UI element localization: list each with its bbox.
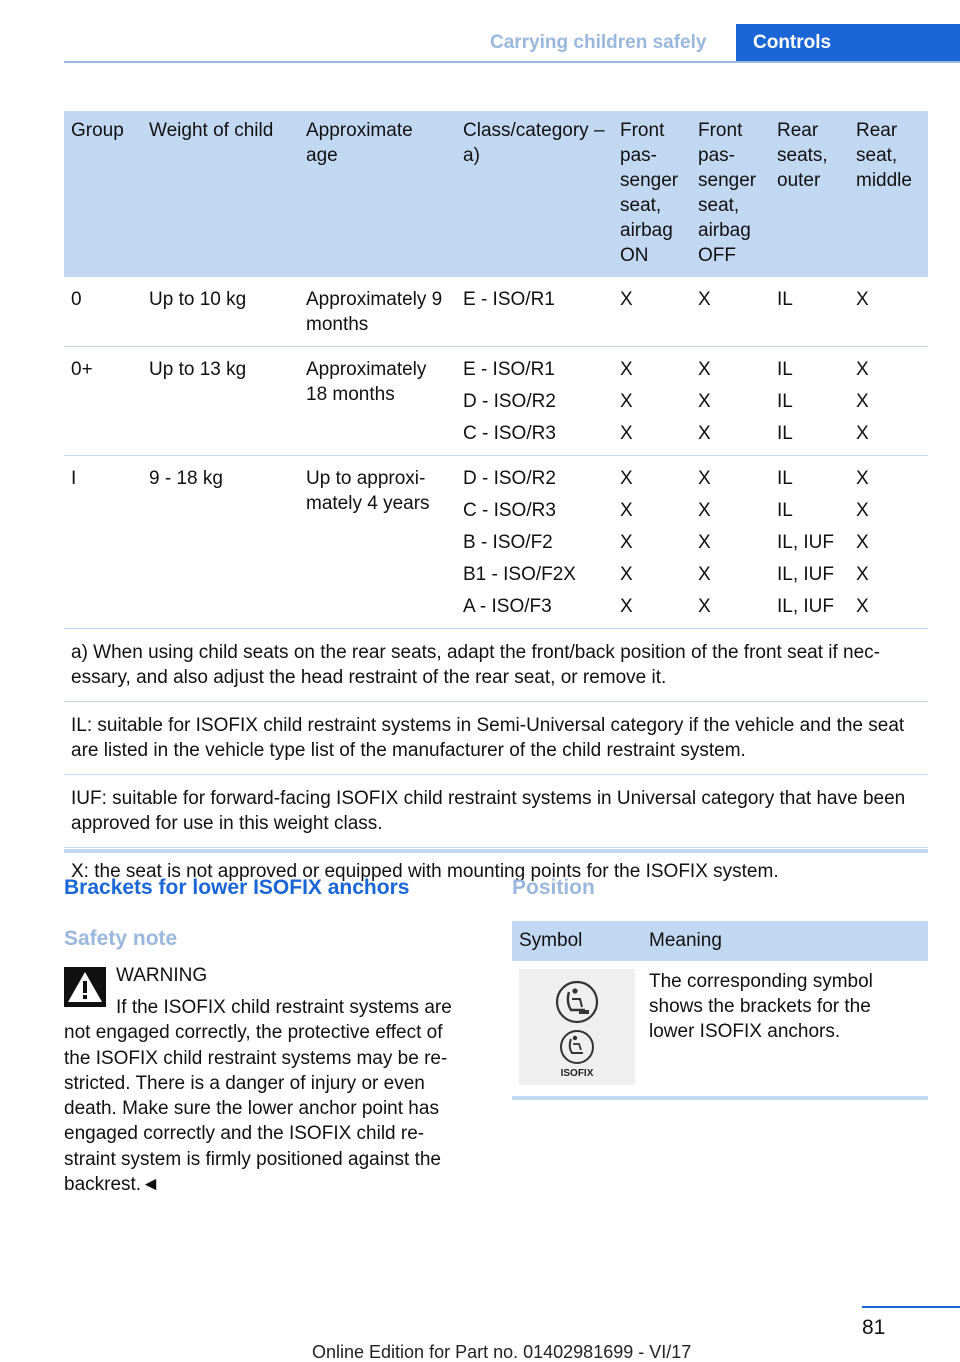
cell-meaning: The corresponding symbol shows the brackets for the lower ISOFIX anchors.: [649, 971, 873, 1042]
cell-line: E - ISO/R1: [463, 359, 555, 380]
cell-line: X: [620, 500, 633, 521]
col-header-weight: Weight of child: [142, 111, 299, 277]
cell-rear-outer: [770, 347, 849, 456]
cell-line: X: [698, 391, 711, 412]
cell-front-off: [691, 347, 770, 456]
isofix-anchor-icon: [519, 969, 635, 1085]
table-header-row: [64, 111, 928, 277]
warning-text: If the ISOFIX child restraint systems are not engaged correctly, the protective effect of the ISOFIX child restraint systems may be re- stricted. There is a danger of injury or even death. Make sure the lower anchor point has engaged correctly and the ISOFIX child re- straint system is firmly positioned against the backrest.◄: [64, 997, 452, 1196]
cell-line: X: [620, 289, 633, 310]
table-note: IUF: suitable for forward-facing ISOFIX child restraint systems in Universal category that have been approved for use in this weight class.: [64, 775, 928, 848]
col-header-front-airbag-off: Front pas- senger seat, airbag OFF: [691, 111, 770, 277]
table-note: a) When using child seats on the rear seats, adapt the front/back position of the front seat if nec- essary, and also adjust the head restraint of the rear seat, or remove it.: [64, 629, 928, 702]
table-bottom-rule: [64, 849, 928, 853]
header-divider: [64, 61, 960, 63]
cell-line: C - ISO/R3: [463, 423, 556, 444]
cell-line: X: [856, 468, 869, 489]
cell-line: IL, IUF: [777, 564, 835, 585]
cell-age: Approximately 18 months: [299, 347, 456, 456]
cell-class: [456, 456, 613, 629]
cell-line: IL: [777, 500, 793, 521]
cell-class: [456, 277, 613, 347]
cell-front-off: [691, 456, 770, 629]
cell-front-on: [613, 277, 691, 347]
cell-line: IL: [777, 391, 793, 412]
col-header-rear-outer: Rear seats, outer: [770, 111, 849, 277]
cell-front-on: [613, 347, 691, 456]
cell-line: IL: [777, 289, 793, 310]
symbol-table-bottom-rule: [512, 1096, 928, 1100]
table-row: [64, 347, 928, 456]
cell-line: D - ISO/R2: [463, 468, 556, 489]
cell-line: X: [856, 391, 869, 412]
cell-group: I: [64, 456, 142, 629]
cell-line: X: [698, 596, 711, 617]
cell-symbol: [512, 961, 642, 1095]
isofix-symbol-caption: ISOFIX: [560, 1068, 594, 1079]
col-header-group: Group: [64, 111, 142, 277]
cell-line: X: [856, 289, 869, 310]
table-row: [64, 277, 928, 347]
symbol-table-header: [512, 921, 928, 961]
isofix-symbol-image: [519, 969, 635, 1085]
table-note: IL: suitable for ISOFIX child restraint systems in Semi-Universal category if the vehicle and the seat are listed in the vehicle type list of the manufacturer of the child restraint system.: [64, 702, 928, 775]
cell-line: X: [620, 468, 633, 489]
cell-line: B - ISO/F2: [463, 532, 553, 553]
warning-label: WARNING: [116, 965, 208, 986]
cell-line: X: [620, 532, 633, 553]
cell-line: IL, IUF: [777, 596, 835, 617]
cell-line: D - ISO/R2: [463, 391, 556, 412]
cell-line: X: [620, 564, 633, 585]
cell-group: 0: [64, 277, 142, 347]
cell-line: X: [620, 359, 633, 380]
cell-line: X: [620, 423, 633, 444]
cell-line: X: [620, 391, 633, 412]
cell-rear-middle: [849, 277, 928, 347]
col-header-front-airbag-on: Front pas- senger seat, airbag ON: [613, 111, 691, 277]
col-header-age: Approximate age: [299, 111, 456, 277]
cell-line: IL: [777, 359, 793, 380]
cell-age: Up to approxi- mately 4 years: [299, 456, 456, 629]
cell-line: IL: [777, 423, 793, 444]
position-section-title: Position: [512, 876, 595, 899]
col-header-class: Class/category – a): [456, 111, 613, 277]
cell-front-off: [691, 277, 770, 347]
cell-group: 0+: [64, 347, 142, 456]
cell-line: X: [698, 359, 711, 380]
header-section-title: Carrying children safely: [490, 32, 707, 53]
cell-line: X: [856, 532, 869, 553]
cell-line: C - ISO/R3: [463, 500, 556, 521]
cell-age: Approximately 9 months: [299, 277, 456, 347]
cell-weight: Up to 13 kg: [142, 347, 299, 456]
table-note-row: [64, 775, 928, 848]
cell-rear-middle: [849, 456, 928, 629]
safety-note-title: Safety note: [64, 927, 178, 950]
isofix-table: [64, 111, 928, 895]
cell-line: X: [698, 532, 711, 553]
cell-rear-outer: [770, 456, 849, 629]
cell-weight: 9 - 18 kg: [142, 456, 299, 629]
brackets-section-title: Brackets for lower ISOFIX anchors: [64, 876, 410, 899]
col-header-rear-middle: Rear seat, middle: [849, 111, 928, 277]
page-header: [0, 0, 960, 62]
cell-line: X: [698, 468, 711, 489]
symbol-table: [512, 921, 928, 1095]
cell-line: B1 - ISO/F2X: [463, 564, 576, 585]
table-note-row: [64, 629, 928, 702]
table-note-row: [64, 702, 928, 775]
footer-rule: [862, 1306, 960, 1308]
cell-line: X: [856, 500, 869, 521]
page-number: 81: [862, 1316, 886, 1339]
cell-line: X: [856, 596, 869, 617]
cell-line: X: [698, 423, 711, 444]
edition-note: Online Edition for Part no. 01402981699 - VI/17: [312, 1342, 692, 1362]
table-row: [512, 961, 928, 1095]
cell-line: A - ISO/F3: [463, 596, 552, 617]
cell-line: X: [620, 596, 633, 617]
cell-front-on: [613, 456, 691, 629]
table-row: [64, 456, 928, 629]
cell-weight: Up to 10 kg: [142, 277, 299, 347]
cell-class: [456, 347, 613, 456]
cell-line: IL: [777, 468, 793, 489]
cell-line: X: [856, 359, 869, 380]
cell-line: X: [698, 500, 711, 521]
cell-rear-outer: [770, 277, 849, 347]
col-header-symbol: Symbol: [512, 921, 642, 961]
col-header-meaning: Meaning: [642, 921, 928, 961]
cell-line: X: [698, 289, 711, 310]
cell-line: E - ISO/R1: [463, 289, 555, 310]
cell-line: X: [856, 423, 869, 444]
header-chapter-tab[interactable]: Controls: [736, 24, 960, 62]
table-note: X: the seat is not approved or equipped with mounting points for the ISOFIX system.: [71, 861, 779, 882]
cell-line: X: [698, 564, 711, 585]
cell-line: X: [856, 564, 869, 585]
cell-line: IL, IUF: [777, 532, 835, 553]
cell-rear-middle: [849, 347, 928, 456]
